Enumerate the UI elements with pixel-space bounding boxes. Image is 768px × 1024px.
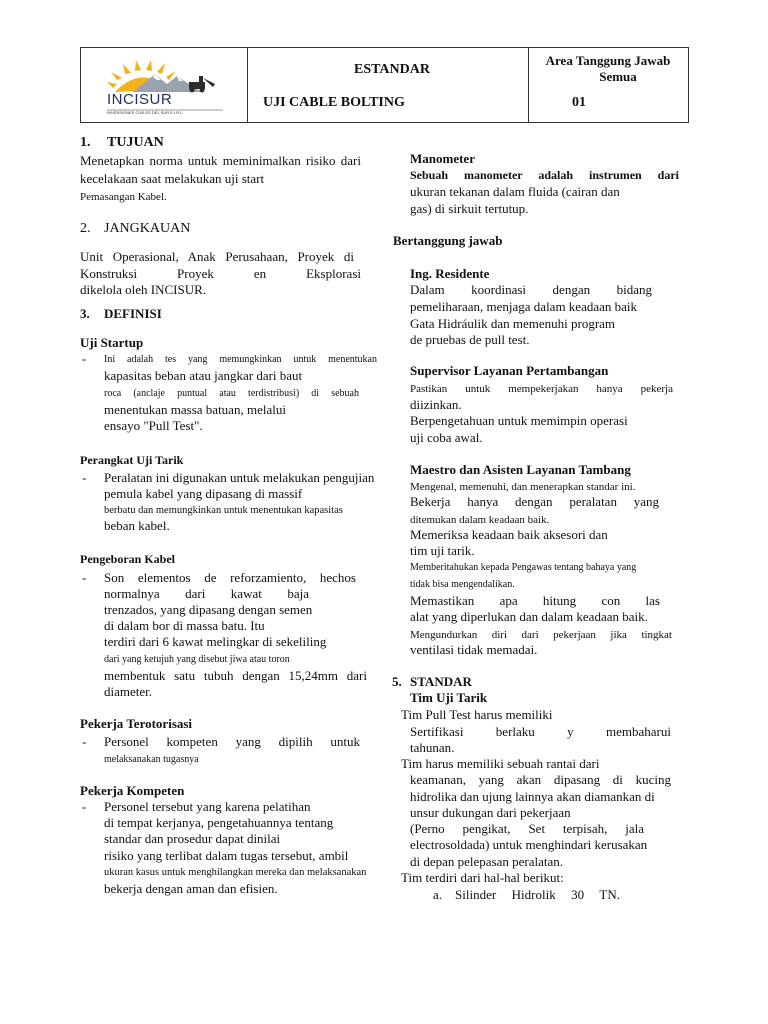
- role-title: Supervisor Layanan Pertambangan: [410, 363, 609, 378]
- standar-text-line: di depan pelepasan peralatan.: [410, 854, 564, 869]
- header-divider: [528, 48, 529, 122]
- definition-text-line: Personel kompeten yang dipilih untuk: [104, 734, 360, 749]
- header-number: 01: [572, 95, 586, 110]
- definition-text-line: terdiri dari 6 kawat melingkar di sekeliling: [104, 634, 327, 649]
- definition-text-line: Son elementos de reforzamiento, hechos: [104, 570, 356, 585]
- standar-text-line: electrosoldada) untuk menghindari kerusakan: [410, 837, 648, 852]
- bullet-dash: -: [82, 570, 87, 585]
- definition-title: Pekerja Kompeten: [80, 783, 185, 798]
- role-text-line: Bekerja hanya dengan peralatan yang: [410, 494, 659, 509]
- role-text-line: ditemukan dalam keadaan baik.: [410, 514, 550, 526]
- bullet-dash: -: [82, 470, 87, 485]
- tujuan-text-line: kecelakaan saat melakukan uji start: [80, 171, 265, 186]
- standar-text-line: Tim Pull Test harus memiliki: [401, 707, 553, 722]
- section-number: 3.: [80, 306, 90, 321]
- standar-text-line: tahunan.: [410, 740, 455, 755]
- definition-text-line: beban kabel.: [104, 518, 170, 533]
- logo-text: INCISUR: [107, 91, 173, 108]
- section-number: 2.: [80, 221, 91, 236]
- standar-text-line: Tim terdiri dari hal-hal berikut:: [401, 870, 564, 885]
- definition-text-line: kapasitas beban atau jangkar dari baut: [104, 368, 303, 383]
- definition-title: Uji Startup: [80, 335, 144, 350]
- definition-text-line: di dalam bor di massa batu. Itu: [104, 618, 265, 633]
- standar-text-line: (Perno pengikat, Set terpisah, jala: [410, 821, 644, 836]
- jangkauan-text-line: Konstruksi Proyek en Eksplorasi: [80, 266, 361, 281]
- header-divider: [247, 48, 248, 122]
- section-title-bertanggung-jawab: Bertanggung jawab: [393, 233, 503, 248]
- section-title-tujuan: TUJUAN: [107, 135, 164, 150]
- role-text-line: Memastikan apa hitung con las: [410, 593, 660, 608]
- role-text-line: tim uji tarik.: [410, 543, 475, 558]
- role-text-line: ventilasi tidak memadai.: [410, 642, 538, 657]
- role-text-line: Memeriksa keadaan baik aksesori dan: [410, 527, 608, 542]
- standar-text-line: hidrolika dan ujung lainnya akan diamankan di: [410, 789, 655, 804]
- definition-title: Pekerja Terotorisasi: [80, 716, 193, 731]
- definition-text-line: Personel tersebut yang karena pelatihan: [104, 799, 311, 814]
- bullet-dash: -: [82, 799, 87, 814]
- standar-text-line: keamanan, yang akan dipasang di kucing: [410, 772, 671, 787]
- role-text-line: diizinkan.: [410, 397, 462, 412]
- standar-subtitle: Tim Uji Tarik: [410, 690, 488, 705]
- role-text-line: Dalam koordinasi dengan bidang: [410, 282, 652, 297]
- definition-text-line: pemula kabel yang dipasang di massif: [104, 486, 303, 501]
- definition-text-line: roca (anclaje puntual atau terdistribusi) di sebuah: [104, 388, 359, 399]
- definition-text-line: Peralatan ini digunakan untuk melakukan pengujian: [104, 470, 375, 485]
- standar-list-item: Silinder Hidrolik 30 TN.: [455, 887, 620, 902]
- role-text-line: pemeliharaan, menjaga dalam keadaan baik: [410, 299, 638, 314]
- definition-text-line: risiko yang terlibat dalam tugas tersebut, ambil: [104, 848, 349, 863]
- definition-text-line: normalnya dari kawat baja: [104, 586, 309, 601]
- definition-text-line: gas) di sirkuit tertutup.: [410, 201, 529, 216]
- definition-text-line: melaksanakan tugasnya: [104, 754, 199, 765]
- section-title-standar: STANDAR: [410, 674, 472, 689]
- definition-text-line: berbatu dan memungkinkan untuk menentukan kapasitas: [104, 505, 343, 516]
- standar-text-line: Tim harus memiliki sebuah rantai dari: [401, 756, 600, 771]
- role-text-line: de pruebas de pull test.: [410, 332, 530, 347]
- role-text-line: Gata Hidráulik dan memenuhi program: [410, 316, 616, 331]
- definition-text-line: membentuk satu tubuh dengan 15,24mm dari: [104, 668, 367, 683]
- standar-text-line: unsur dukungan dari pekerjaan: [410, 805, 571, 820]
- role-title: Ing. Residente: [410, 266, 490, 281]
- incisur-logo: [103, 54, 227, 116]
- header-area-label: Area Tanggung Jawab: [545, 53, 671, 68]
- definition-text-line: di tempat kerjanya, pengetahuannya tentang: [104, 815, 334, 830]
- header-standard: ESTANDAR: [354, 62, 430, 77]
- tujuan-text-line: Pemasangan Kabel.: [80, 191, 167, 203]
- definition-text-line: ensayo "Pull Test".: [104, 418, 203, 433]
- definition-text-line: trenzados, yang dipasang dengan semen: [104, 602, 313, 617]
- definition-text-line: ukuran kasus untuk menghilangkan mereka dan melaksanakan: [104, 867, 367, 878]
- role-title: Maestro dan Asisten Layanan Tambang: [410, 462, 631, 477]
- jangkauan-text-line: Unit Operasional, Anak Perusahaan, Proyek di: [80, 249, 354, 264]
- definition-title: Perangkat Uji Tarik: [80, 453, 184, 467]
- role-text-line: Pastikan untuk mempekerjakan hanya pekerja: [410, 383, 673, 395]
- definition-text-line: standar dan prosedur dapat dinilai: [104, 831, 281, 846]
- definition-title: Pengeboran Kabel: [80, 552, 175, 566]
- jangkauan-text-line: dikelola oleh INCISUR.: [80, 282, 207, 297]
- bullet-dash: -: [82, 351, 87, 366]
- tujuan-text-line: Menetapkan norma untuk meminimalkan risiko dari: [80, 153, 361, 168]
- role-text-line: uji coba awal.: [410, 430, 483, 445]
- definition-title: Manometer: [410, 151, 475, 166]
- definition-text-line: ukuran tekanan dalam fluida (cairan dan: [410, 184, 620, 199]
- role-text-line: alat yang diperlukan dan dalam keadaan baik.: [410, 609, 648, 624]
- section-title-definisi: DEFINISI: [104, 306, 162, 321]
- definition-text-line: bekerja dengan aman dan efisien.: [104, 881, 278, 896]
- role-text-line: tidak bisa mengendalikan.: [410, 579, 515, 590]
- list-marker: a.: [433, 887, 443, 902]
- document-header: [80, 47, 689, 123]
- role-text-line: Mengenal, memenuhi, dan menerapkan standar ini.: [410, 481, 636, 493]
- definition-text-line: Sebuah manometer adalah instrumen dari: [410, 168, 679, 182]
- role-text-line: Memberitahukan kepada Pengawas tentang bahaya yang: [410, 562, 637, 573]
- section-title-jangkauan: JANGKAUAN: [104, 221, 191, 236]
- logo-subtitle: INVERSIONES CIVILES DEL SUR E.I.R.L.: [107, 110, 184, 115]
- definition-text-line: Ini adalah tes yang memungkinkan untuk menentukan: [104, 354, 377, 365]
- role-text-line: Berpengetahuan untuk memimpin operasi: [410, 413, 628, 428]
- standar-text-line: Sertifikasi berlaku y membaharui: [410, 724, 671, 739]
- role-text-line: Mengundurkan diri dari pekerjaan jika tingkat: [410, 629, 672, 641]
- header-doc-title: UJI CABLE BOLTING: [263, 95, 405, 110]
- section-number: 5.: [392, 674, 402, 689]
- bullet-dash: -: [82, 734, 87, 749]
- definition-text-line: dari yang ketujuh yang disebut jiwa atau toron: [104, 654, 290, 665]
- definition-text-line: diameter.: [104, 684, 153, 699]
- section-number: 1.: [80, 135, 91, 150]
- definition-text-line: menentukan massa batuan, melalui: [104, 402, 286, 417]
- header-area-value: Semua: [599, 69, 637, 84]
